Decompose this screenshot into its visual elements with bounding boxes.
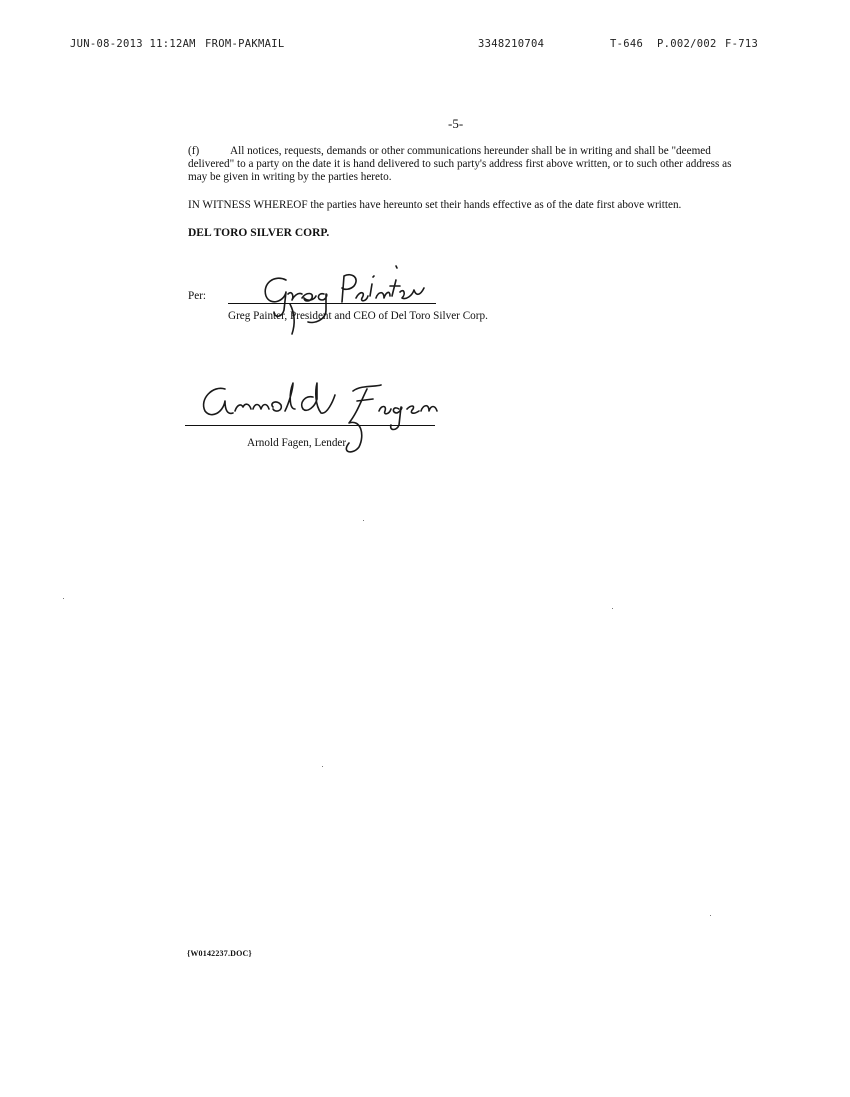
- signer-name-title-2: Arnold Fagen, Lender: [247, 437, 347, 449]
- signature-line-1: [228, 303, 436, 304]
- document-id: {W0142237.DOC}: [187, 949, 252, 958]
- scan-speck: [322, 766, 323, 767]
- fax-page-count: P.002/002: [657, 38, 717, 50]
- page-number: -5-: [448, 116, 464, 131]
- signature-block-lender: [185, 375, 485, 465]
- fax-header: [0, 38, 850, 54]
- scan-speck: [612, 608, 613, 609]
- company-name: DEL TORO SILVER CORP.: [188, 227, 330, 239]
- document-body: [188, 145, 748, 240]
- fax-datetime: JUN-08-2013 11:12AM: [70, 38, 196, 50]
- signature-block-company: [188, 270, 588, 350]
- scan-speck: [363, 520, 364, 521]
- per-label: Per:: [188, 290, 207, 302]
- signer-name-title-1: Greg Painter, President and CEO of Del Toro Silver Corp.: [228, 310, 488, 322]
- scan-speck: [710, 915, 711, 916]
- scan-speck: [63, 598, 64, 599]
- fax-phone-number: 3348210704: [478, 38, 545, 50]
- fax-sender: FROM-PAKMAIL: [205, 38, 285, 50]
- signature-greg-painter-image: [228, 262, 468, 342]
- fax-form-id: F-713: [725, 38, 759, 50]
- fax-transmission-id: T-646: [610, 38, 644, 50]
- paragraph-label: (f): [188, 145, 200, 157]
- witness-paragraph: IN WITNESS WHEREOF the parties have hereunto set their hands effective as of the date first above written.: [188, 199, 682, 211]
- paragraph-text: All notices, requests, demands or other communications hereunder shall be in writing and shall be "deemed delivered" to a party on the date it is hand delivered to such party's address first above written, or to such other address as may be given in writing by the parties hereto.: [188, 145, 732, 183]
- signature-line-2: [185, 425, 435, 426]
- signature-arnold-fagen-image: [185, 375, 465, 465]
- notice-paragraph: [188, 145, 748, 184]
